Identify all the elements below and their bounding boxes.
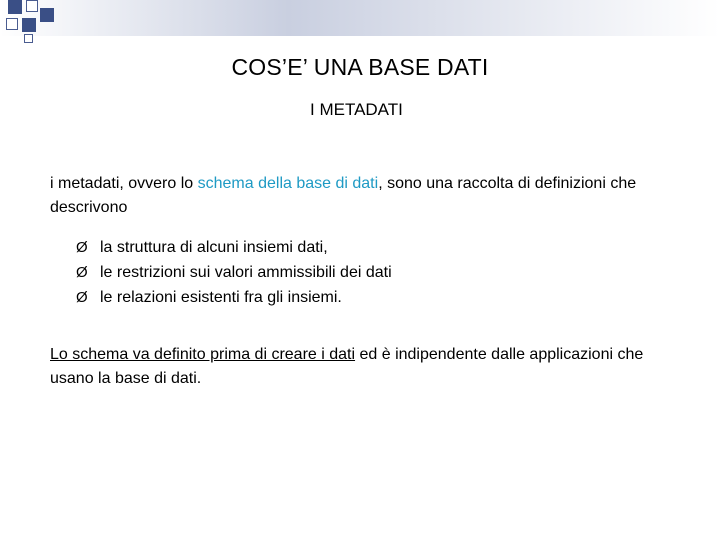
arrow-bullet-icon: Ø — [76, 239, 88, 256]
slide-title: COS’E’ UNA BASE DATI — [231, 54, 489, 80]
arrow-bullet-icon: Ø — [76, 289, 88, 306]
intro-text-before: i metadati, ovvero lo — [50, 175, 198, 192]
arrow-bullet-icon: Ø — [76, 264, 88, 281]
closing-underlined-text: Lo schema va definito prima di creare i dati — [50, 346, 356, 363]
slide-subtitle: I METADATI — [310, 100, 403, 119]
schema-highlight: schema della base di dati — [197, 175, 379, 192]
bullet-text: le restrizioni sui valori ammissibili dei dati — [100, 264, 392, 281]
intro-paragraph — [50, 172, 660, 220]
bullet-text: le relazioni esistenti fra gli insiemi. — [100, 289, 342, 306]
list-item — [76, 260, 392, 285]
list-item — [76, 235, 392, 260]
closing-rest-text: ed è indipendente dalle applicazioni che usano la base di dati. — [50, 346, 644, 387]
bullet-text: la struttura di alcuni insiemi dati, — [100, 239, 328, 256]
list-item — [76, 285, 392, 310]
bullet-list — [76, 235, 392, 310]
header-gradient-bar — [0, 0, 720, 36]
closing-paragraph — [50, 343, 670, 391]
intro-text-after: , sono una raccolta di definizioni che descrivono — [50, 175, 637, 216]
